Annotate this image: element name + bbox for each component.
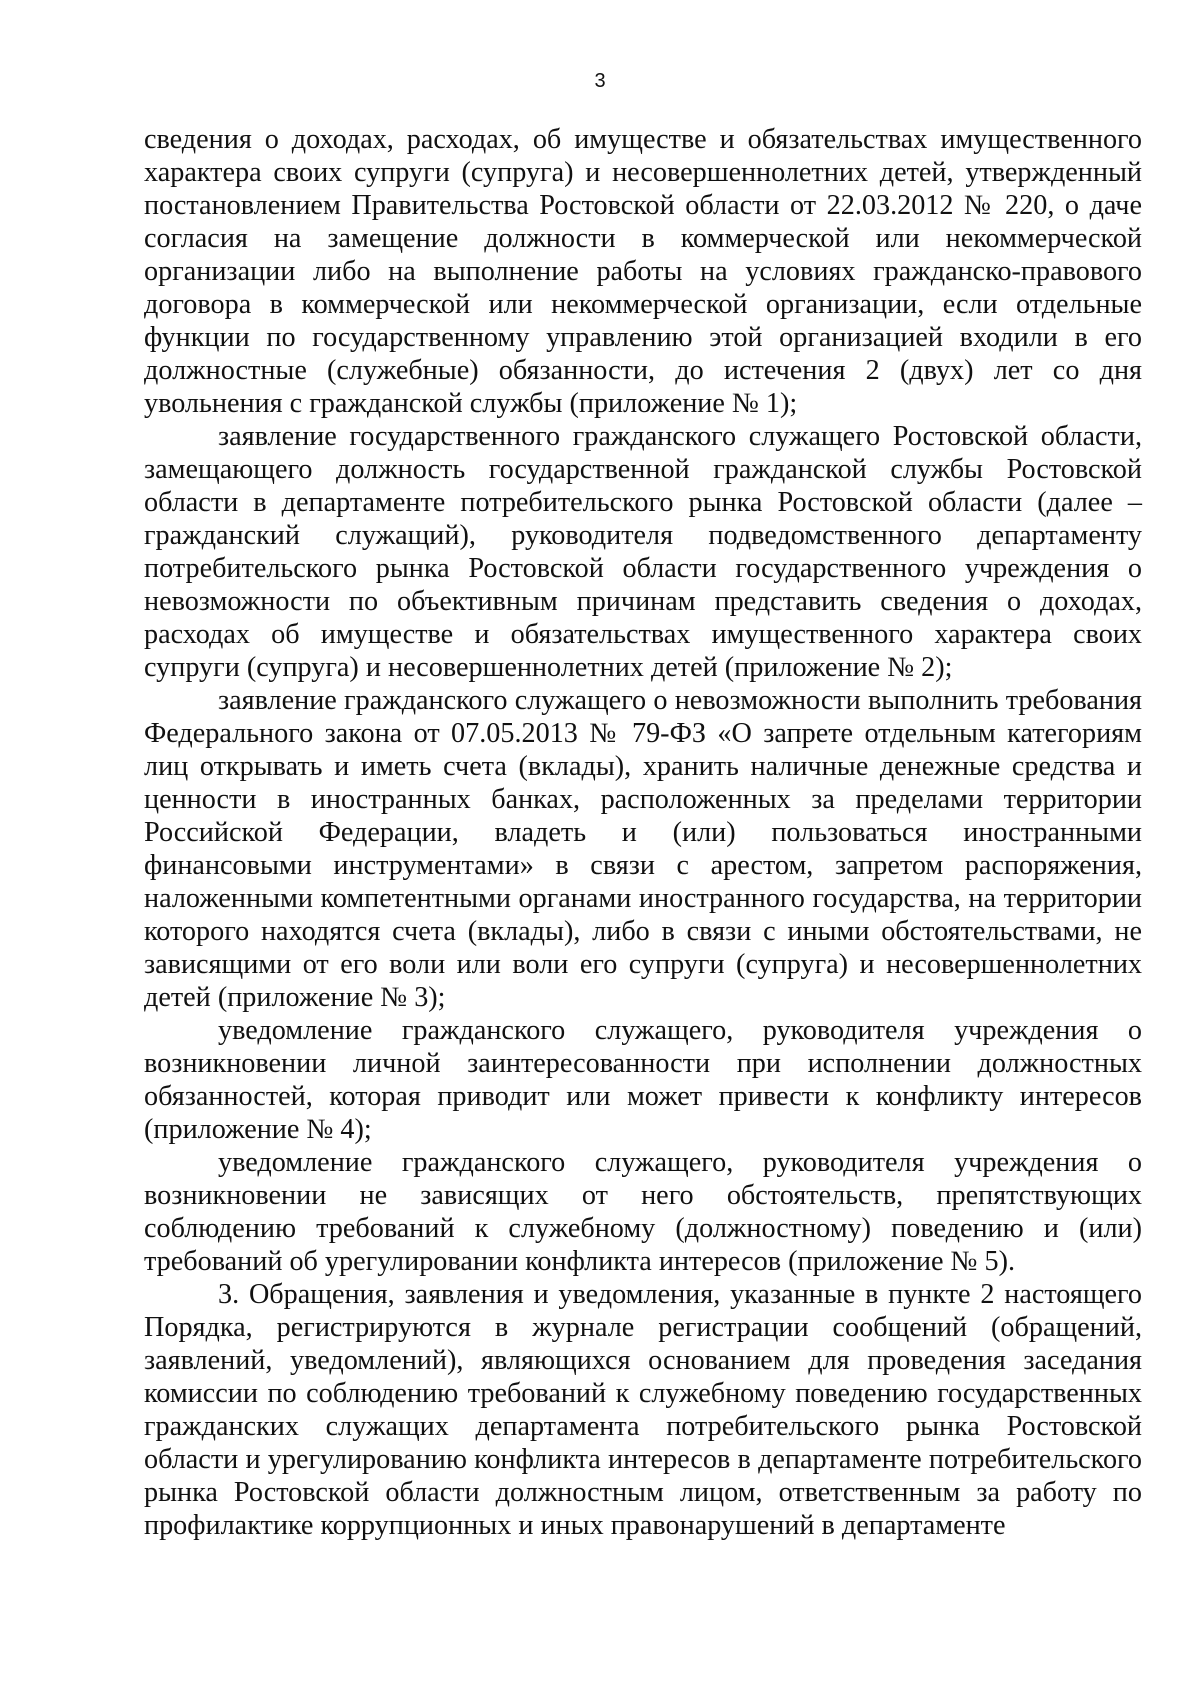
paragraph-statement-foreign-accounts: заявление гражданского служащего о невозможности выполнить требования Федерального закона от 07.05.2013 № 79-ФЗ «О запрете отдельным категориям лиц открывать и иметь счета (вклады), хранить наличные денежные средства и ценности в иностранных банках, расположенных за пределами территории Российской Федерации, владеть и (или) пользоваться иностранными финансовыми инструментами» в связи с арестом, запретом распоряжения, наложенными компетентными органами иностранного государства, на территории которого находятся счета (вклады), либо в связи с иными обстоятельствами, не зависящими от его воли или воли его супруги (супруга) и несовершеннолетних детей (приложение № 3); [144,685,1142,1013]
document-body [144,123,1142,1542]
paragraph-notice-personal-interest: уведомление гражданского служащего, руководителя учреждения о возникновении личной заинтересованности при исполнении должностных обязанностей, которая приводит или может привести к конфликту интересов (приложение № 4); [144,1015,1142,1145]
paragraph-notice-circumstances: уведомление гражданского служащего, руководителя учреждения о возникновении не зависящих от него обстоятельств, препятствующих соблюдению требований к служебному (должностному) поведению и (или) требований об урегулировании конфликта интересов (приложение № 5). [144,1147,1142,1277]
paragraph-continuation: сведения о доходах, расходах, об имуществе и обязательствах имущественного характера своих супруги (супруга) и несовершеннолетних детей, утвержденный постановлением Правительства Ростовской области от 22.03.2012 № 220, о даче согласия на замещение должности в коммерческой или некоммерческой организации либо на выполнение работы на условиях гражданско-правового договора в коммерческой или некоммерческой организации, если отдельные функции по государственному управлению этой организацией входили в его должностные (служебные) обязанности, до истечения 2 (двух) лет со дня увольнения с гражданской службы (приложение № 1); [144,124,1142,419]
page-number: 3 [594,70,606,92]
paragraph-statement-income-impossibility: заявление государственного гражданского служащего Ростовской области, замещающего должность государственной гражданской службы Ростовской области в департаменте потребительского рынка Ростовской области (далее – гражданский служащий), руководителя подведомственного департаменту потребительского рынка Ростовской области государственного учреждения о невозможности по объективным причинам представить сведения о доходах, расходах об имуществе и обязательствах имущественного характера своих супруги (супруга) и несовершеннолетних детей (приложение № 2); [144,421,1142,683]
paragraph-section-3: 3. Обращения, заявления и уведомления, указанные в пункте 2 настоящего Порядка, регистрируются в журнале регистрации сообщений (обращений, заявлений, уведомлений), являющихся основанием для проведения заседания комиссии по соблюдению требований к служебному поведению государственных гражданских служащих департамента потребительского рынка Ростовской области и урегулированию конфликта интересов в департаменте потребительского рынка Ростовской области должностным лицом, ответственным за работу по профилактике коррупционных и иных правонарушений в департаменте [144,1279,1142,1541]
